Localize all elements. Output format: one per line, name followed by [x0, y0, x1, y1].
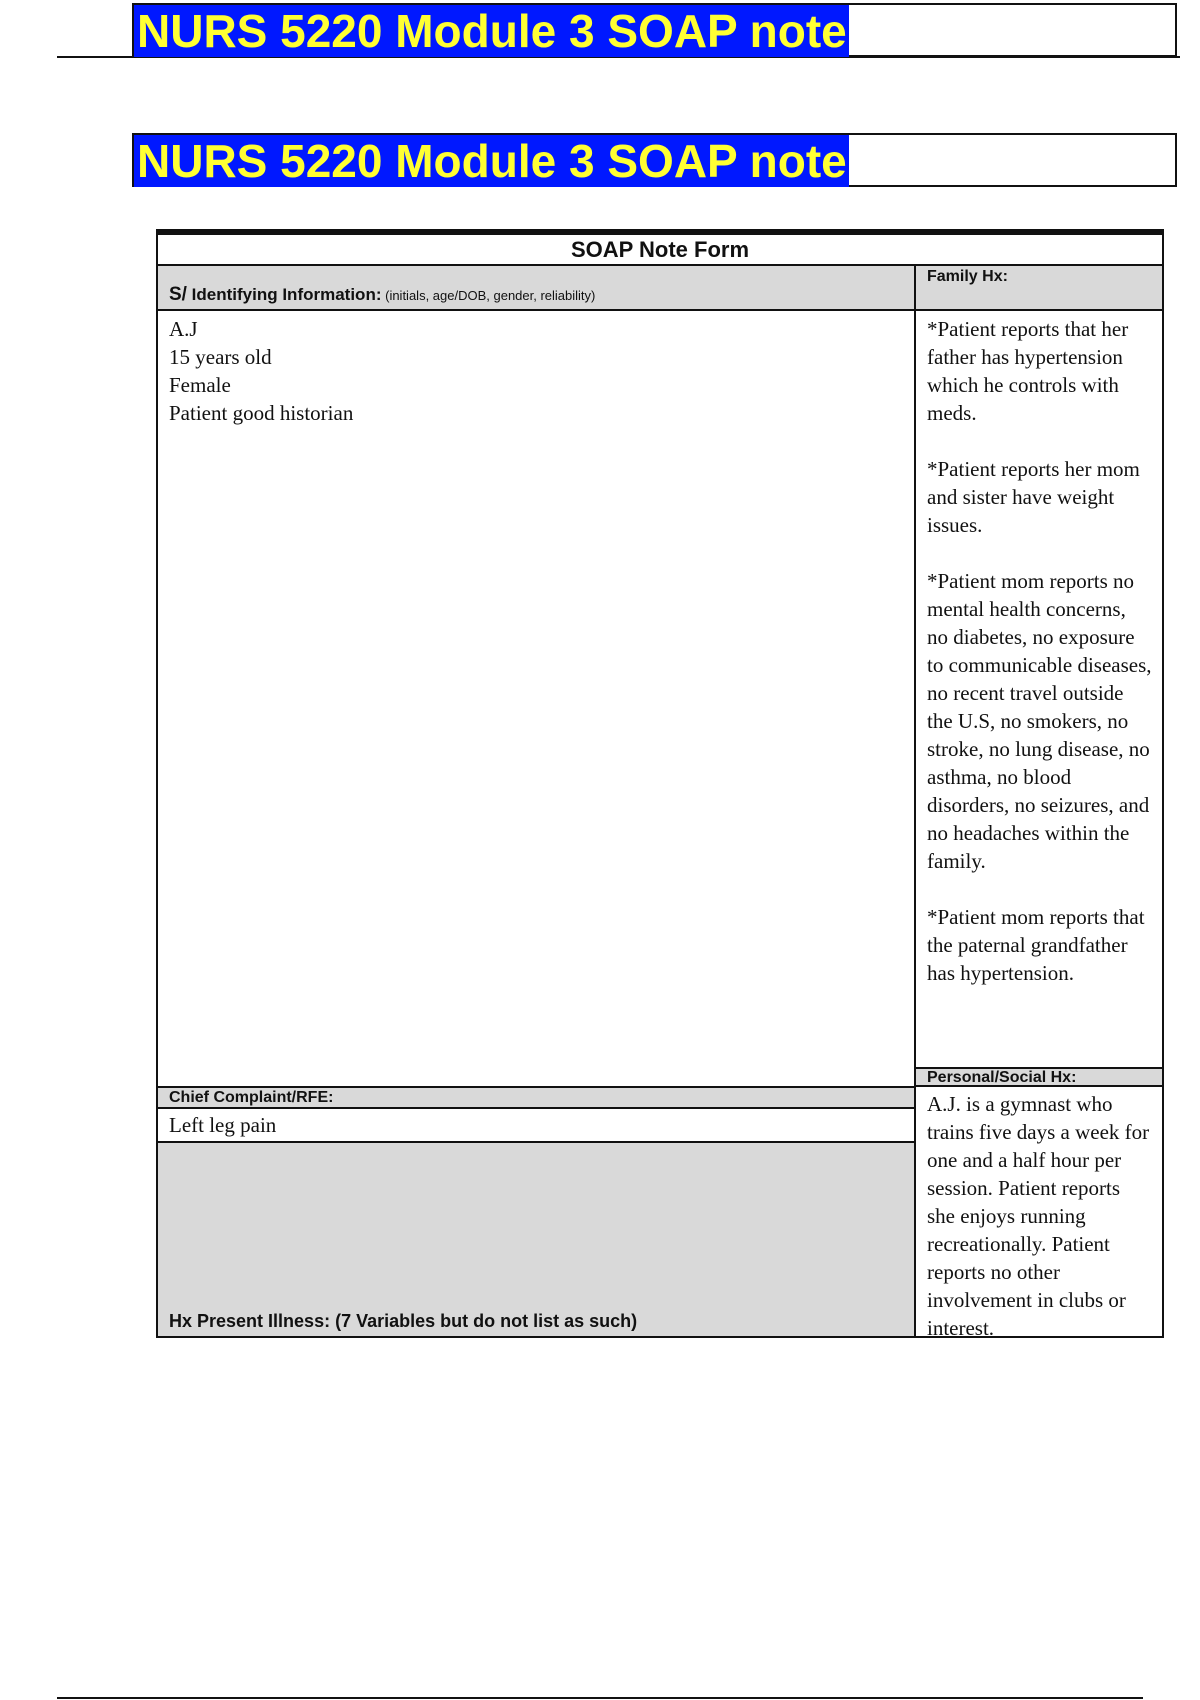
soap-note-form [156, 229, 1164, 1338]
banner-title: NURS 5220 Module 3 SOAP note [134, 5, 849, 57]
column-divider [914, 264, 916, 1336]
banner-title-repeat: NURS 5220 Module 3 SOAP note [134, 135, 849, 187]
personal-social-hx-label: Personal/Social Hx: [927, 1069, 1077, 1086]
family-hx-body [927, 315, 1152, 987]
initials: A.J [169, 317, 198, 341]
family-hx-paragraph: *Patient mom reports that the paternal grandfather has hypertension. [927, 905, 1145, 985]
bottom-rule [57, 1697, 1143, 1699]
chief-complaint-label: Chief Complaint/RFE: [169, 1089, 334, 1106]
personal-social-hx-header [916, 1067, 1162, 1087]
chief-complaint-header [158, 1086, 914, 1109]
title-banner [132, 3, 1177, 57]
family-hx-paragraph: *Patient reports her mom and sister have weight issues. [927, 457, 1140, 537]
family-hx-label: Family Hx: [927, 268, 1008, 285]
family-hx-paragraph: *Patient reports that her father has hypertension which he controls with meds. [927, 317, 1129, 425]
personal-social-hx-body: A.J. is a gymnast who trains five days a week for one and a half hour per session. Patient reports she enjoys running recreationally. Patient reports no other involvement in clubs or interest. [927, 1092, 1150, 1340]
identifying-info-header [158, 266, 914, 311]
family-hx-header [916, 266, 1162, 311]
identifying-info-hint: (initials, age/DOB, gender, reliability) [381, 288, 596, 303]
title-banner-repeat [132, 133, 1177, 187]
identifying-info-body [169, 315, 899, 427]
hpi-label: Hx Present Illness: (7 Variables but do not list as such) [169, 1311, 638, 1331]
form-title: SOAP Note Form [158, 235, 1162, 266]
family-hx-paragraph: *Patient mom reports no mental health concerns, no diabetes, no exposure to communicable diseases, no recent travel outside the U.S, no smokers, no stroke, no lung disease, no asthma, no blood disorders, no seizures, and no headaches within the family. [927, 569, 1152, 873]
identifying-info-label: Identifying Information: [186, 285, 382, 304]
reliability: Patient good historian [169, 401, 354, 425]
section-prefix: S/ [169, 284, 187, 305]
age: 15 years old [169, 345, 272, 369]
gender: Female [169, 373, 231, 397]
hpi-header [158, 1141, 914, 1336]
chief-complaint-value: Left leg pain [169, 1113, 277, 1137]
